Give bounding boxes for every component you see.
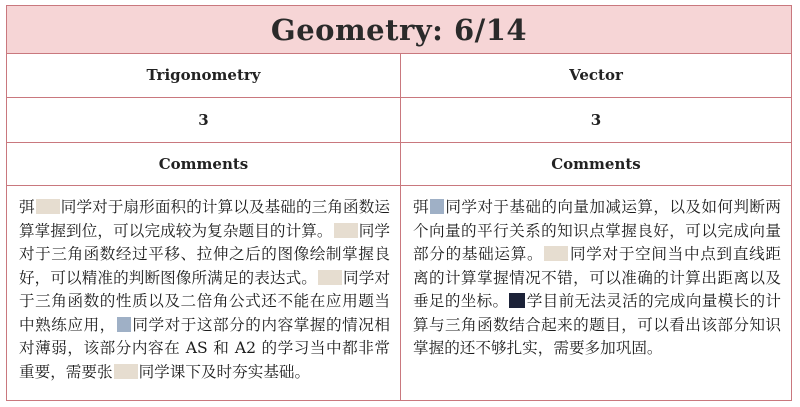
column-header-vector: Vector — [401, 53, 791, 98]
report-card — [6, 5, 792, 401]
assessment-table — [7, 53, 791, 400]
comment-part: 同学课下及时夯实基础。 — [138, 362, 311, 381]
redacted-name — [430, 199, 444, 214]
comment-part: 学目前无法灵活的完成向量模长的计算与三角函数结合起来的题目，可以看出该部分知识掌握的还不够扎实，需要多加巩固。 — [413, 292, 781, 357]
redacted-name — [334, 223, 358, 238]
comment-part: 同学对于扇形面积的计算以及基础的三角函数运算掌握到位，可以完成较为复杂题目的计算。 — [19, 198, 390, 240]
comments-label-vector: Comments — [401, 143, 791, 186]
score-vector: 3 — [401, 98, 791, 143]
comment-part: 同学对于三角函数的性质以及二倍角公式还不能在应用题当中熟练应用， — [19, 268, 390, 334]
redacted-name — [36, 199, 60, 214]
column-header-trigonometry: Trigonometry — [7, 53, 401, 98]
comment-text-vector — [401, 186, 791, 400]
redacted-name — [509, 293, 525, 308]
page-title: Geometry: 6/14 — [7, 6, 791, 54]
redacted-name — [544, 246, 568, 261]
comment-part: 同学对于基础的向量加减运算，以及如何判断两个向量的平行关系的知识点掌握良好，可以完成向量部分的基础运算。 — [413, 198, 781, 263]
comment-part: 同学对于三角函数经过平移、拉伸之后的图像绘制掌握良好，可以精准的判断图像所满足的表达式。 — [19, 221, 390, 287]
comment-part: 同学对于这部分的内容掌握的情况相对薄弱，该部分内容在 AS 和 A2 的学习当中都非常重要，需要张 — [19, 315, 390, 381]
comments-label-trigonometry: Comments — [7, 143, 401, 186]
redacted-name — [318, 270, 342, 285]
comment-part: 弭 — [413, 198, 429, 216]
redacted-name — [117, 317, 131, 332]
redacted-name — [114, 364, 138, 379]
comment-text-trigonometry — [7, 186, 401, 400]
comment-part: 弭 — [19, 198, 35, 216]
score-trigonometry: 3 — [7, 98, 401, 143]
comment-part: 同学对于空间当中点到直线距离的计算掌握情况不错，可以准确的计算出距离以及垂足的坐标。 — [413, 245, 781, 310]
